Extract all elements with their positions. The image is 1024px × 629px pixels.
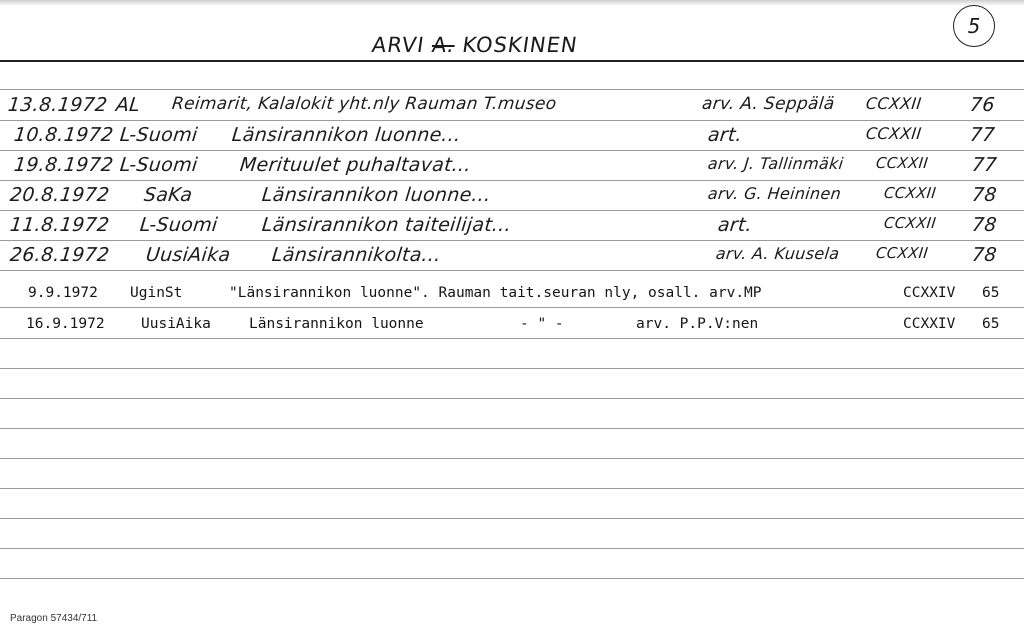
entry-date: 10.8.1972 bbox=[12, 124, 115, 146]
entry-reviewer: arv. A. Kuusela bbox=[715, 244, 841, 263]
entry-reviewer: arv. J. Tallinmäki bbox=[707, 154, 845, 173]
entry-date: 20.8.1972 bbox=[8, 184, 111, 206]
ruled-line bbox=[0, 458, 1024, 459]
ruled-line bbox=[0, 120, 1024, 121]
entry-paper: L-Suomi bbox=[118, 124, 199, 146]
entry-date: 11.8.1972 bbox=[8, 214, 111, 236]
entry-page: 78 bbox=[970, 214, 998, 236]
entry-page: 77 bbox=[970, 154, 998, 176]
entry-page: 78 bbox=[970, 244, 998, 266]
typed-title: Länsirannikon luonne bbox=[249, 316, 424, 332]
card-footer-label: Paragon 57434/711 bbox=[10, 613, 98, 624]
entry-volume: CCXXII bbox=[865, 94, 923, 113]
ruled-line bbox=[0, 368, 1024, 369]
entry-title: Länsirannikon taiteilijat... bbox=[260, 214, 513, 236]
entry-reviewer: arv. G. Heininen bbox=[707, 184, 843, 203]
typed-date: 16.9.1972 bbox=[26, 316, 105, 332]
title-first-name: ARVI bbox=[370, 33, 427, 57]
entry-page: 77 bbox=[968, 124, 996, 146]
card-top-edge bbox=[0, 0, 1024, 6]
ruled-line bbox=[0, 518, 1024, 519]
title-initial: A. bbox=[430, 33, 457, 57]
entry-page: 78 bbox=[970, 184, 998, 206]
typed-reviewer: arv. P.P.V:nen bbox=[636, 316, 759, 332]
ruled-line bbox=[0, 338, 1024, 339]
entry-title: Länsirannikolta... bbox=[270, 244, 442, 266]
ruled-line bbox=[0, 240, 1024, 241]
entry-volume: CCXXII bbox=[883, 214, 938, 232]
typed-volume: CCXXIV bbox=[903, 285, 956, 301]
typed-title: "Länsirannikon luonne". Rauman tait.seuran nly, osall. arv.MP bbox=[229, 285, 762, 301]
entry-page: 76 bbox=[968, 94, 996, 116]
card-number: 5 bbox=[953, 5, 995, 47]
ruled-line bbox=[0, 398, 1024, 399]
entry-title: Reimarit, Kalalokit yht.nly Rauman T.museo bbox=[170, 94, 558, 114]
typed-volume: CCXXIV bbox=[903, 316, 956, 332]
typed-paper: UginSt bbox=[130, 285, 183, 301]
typed-date: 9.9.1972 bbox=[28, 285, 98, 301]
entry-title: Länsirannikon luonne... bbox=[260, 184, 492, 206]
entry-paper: AL bbox=[114, 94, 142, 116]
entry-reviewer: art. bbox=[716, 214, 754, 236]
entry-title: Merituulet puhaltavat... bbox=[238, 154, 473, 176]
entry-volume: CCXXII bbox=[865, 124, 923, 143]
card-title bbox=[370, 33, 579, 57]
entry-paper: L-Suomi bbox=[118, 154, 199, 176]
title-last-name: KOSKINEN bbox=[460, 33, 580, 57]
entry-title: Länsirannikon luonne... bbox=[230, 124, 462, 146]
ruled-line bbox=[0, 180, 1024, 181]
typed-paper: UusiAika bbox=[141, 316, 211, 332]
entry-date: 26.8.1972 bbox=[8, 244, 111, 266]
ruled-line bbox=[0, 488, 1024, 489]
ruled-line bbox=[0, 578, 1024, 579]
ruled-line bbox=[0, 548, 1024, 549]
entry-volume: CCXXII bbox=[875, 154, 930, 172]
ruled-line bbox=[0, 210, 1024, 211]
entry-volume: CCXXII bbox=[875, 244, 930, 262]
entry-paper: L-Suomi bbox=[138, 214, 219, 236]
entry-paper: UusiAika bbox=[144, 244, 232, 266]
entry-reviewer: art. bbox=[706, 124, 744, 146]
typed-page: 65 bbox=[982, 285, 1000, 301]
typed-ditto: - " - bbox=[520, 316, 564, 332]
ruled-line bbox=[0, 428, 1024, 429]
ruled-line bbox=[0, 89, 1024, 90]
ruled-line bbox=[0, 270, 1024, 271]
entry-date: 13.8.1972 bbox=[6, 94, 109, 116]
typed-page: 65 bbox=[982, 316, 1000, 332]
entry-paper: SaKa bbox=[142, 184, 194, 206]
entry-volume: CCXXII bbox=[883, 184, 938, 202]
entry-date: 19.8.1972 bbox=[12, 154, 115, 176]
ruled-line bbox=[0, 307, 1024, 308]
ruled-line bbox=[0, 150, 1024, 151]
header-rule bbox=[0, 60, 1024, 62]
entry-reviewer: arv. A. Seppälä bbox=[700, 94, 836, 114]
